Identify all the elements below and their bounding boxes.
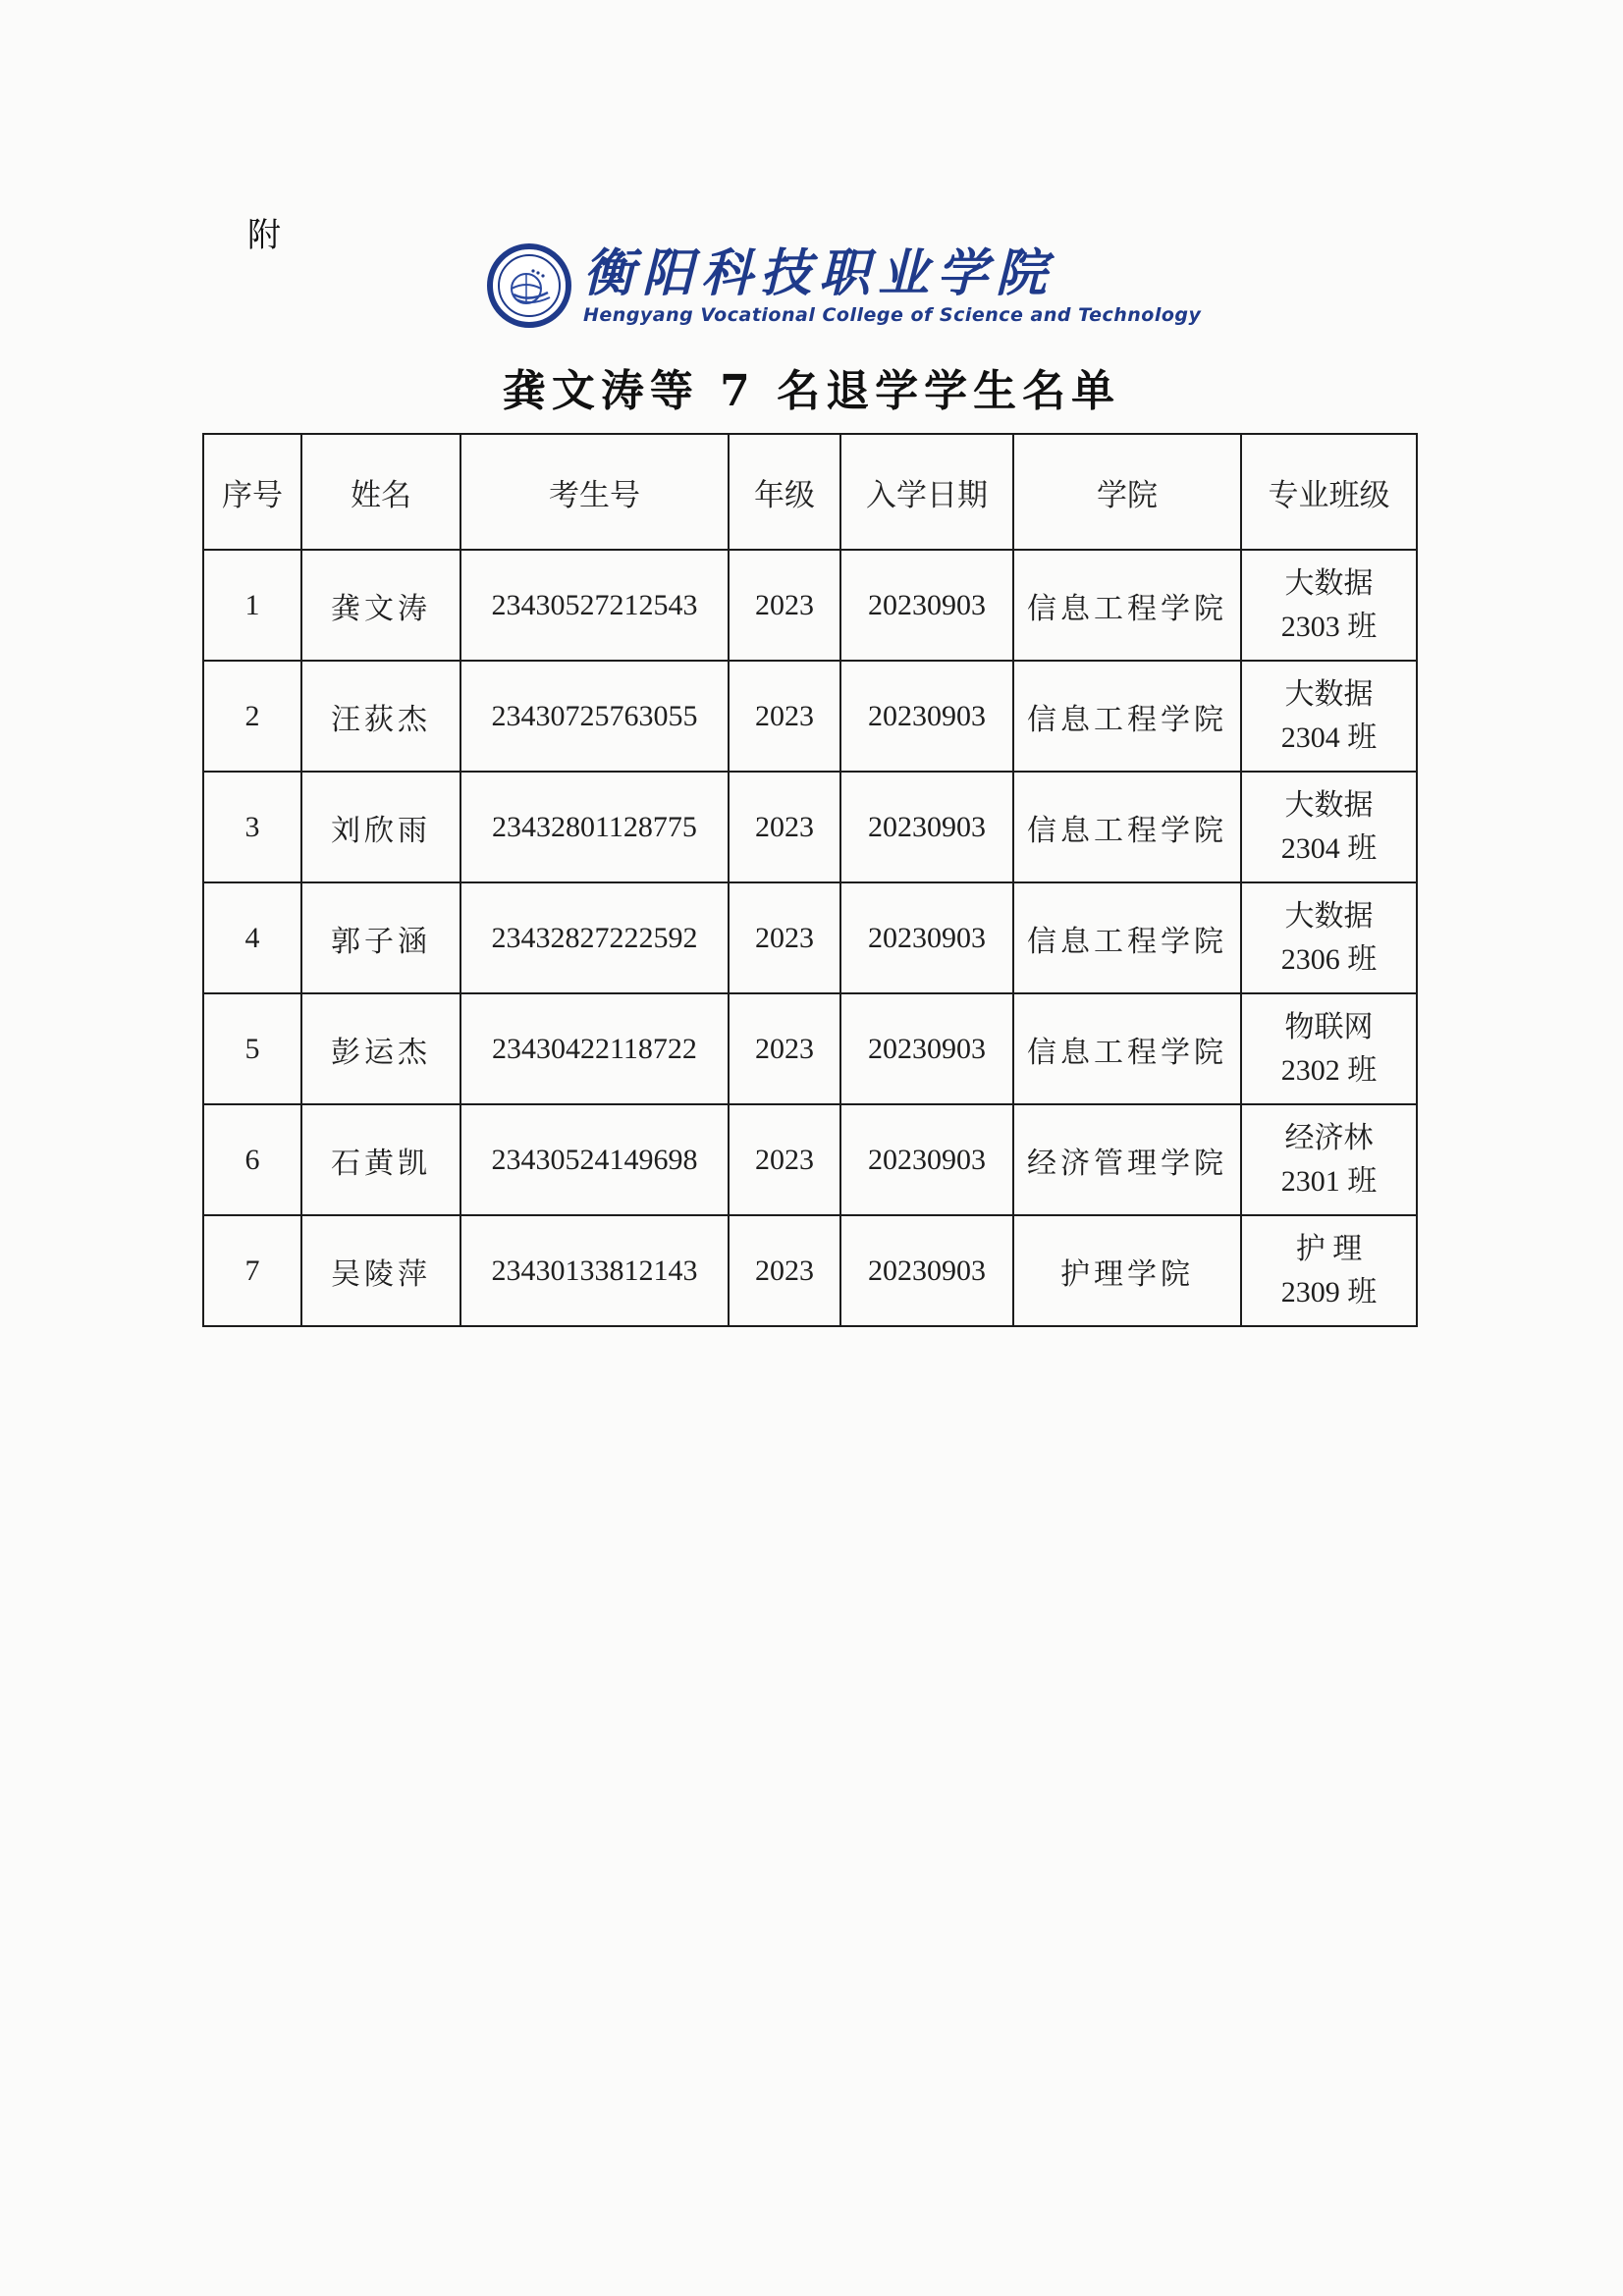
cell-seq: 4 (203, 882, 301, 993)
major-name: 大数据 (1284, 899, 1374, 933)
major-name: 物联网 (1284, 1010, 1374, 1043)
header-college: 学院 (1013, 434, 1241, 550)
cell-exam-no: 23430133812143 (460, 1215, 729, 1326)
cell-enroll-date: 20230903 (840, 1215, 1013, 1326)
header-exam-no: 考生号 (460, 434, 729, 550)
cell-major-class (1241, 772, 1417, 882)
major-name: 经济林 (1284, 1121, 1374, 1154)
major-name: 大数据 (1284, 566, 1374, 600)
class-name: 2306 班 (1280, 942, 1378, 976)
table-header-row (203, 434, 1417, 550)
table-row (203, 993, 1417, 1104)
cell-seq: 5 (203, 993, 301, 1104)
cell-college: 信息工程学院 (1013, 993, 1241, 1104)
college-emblem-icon (487, 243, 571, 328)
cell-major-class (1241, 882, 1417, 993)
major-name: 护 理 (1295, 1232, 1363, 1265)
header-enroll-date: 入学日期 (840, 434, 1013, 550)
cell-enroll-date: 20230903 (840, 661, 1013, 772)
table-row (203, 1215, 1417, 1326)
college-logo (487, 243, 1201, 328)
cell-exam-no: 23430725763055 (460, 661, 729, 772)
header-seq: 序号 (203, 434, 301, 550)
header-grade: 年级 (729, 434, 840, 550)
cell-exam-no: 23430422118722 (460, 993, 729, 1104)
cell-name: 郭子涵 (301, 882, 460, 993)
table-row (203, 550, 1417, 661)
class-name: 2301 班 (1280, 1164, 1378, 1198)
cell-enroll-date: 20230903 (840, 993, 1013, 1104)
cell-name: 吴陵萍 (301, 1215, 460, 1326)
cell-college: 信息工程学院 (1013, 882, 1241, 993)
withdrawn-students-table (202, 433, 1418, 1327)
cell-name: 龚文涛 (301, 550, 460, 661)
cell-college: 护理学院 (1013, 1215, 1241, 1326)
cell-major-class (1241, 550, 1417, 661)
table-row (203, 772, 1417, 882)
cell-grade: 2023 (729, 1215, 840, 1326)
cell-seq: 7 (203, 1215, 301, 1326)
cell-name: 刘欣雨 (301, 772, 460, 882)
cell-grade: 2023 (729, 993, 840, 1104)
cell-college: 信息工程学院 (1013, 661, 1241, 772)
major-name: 大数据 (1284, 788, 1374, 822)
cell-seq: 2 (203, 661, 301, 772)
class-name: 2309 班 (1280, 1275, 1378, 1308)
cell-major-class (1241, 661, 1417, 772)
cell-name: 汪荻杰 (301, 661, 460, 772)
cell-seq: 6 (203, 1104, 301, 1215)
cell-exam-no: 23432827222592 (460, 882, 729, 993)
cell-exam-no: 23430524149698 (460, 1104, 729, 1215)
class-name: 2303 班 (1280, 610, 1378, 643)
college-name-cn: 衡阳科技职业学院 (583, 244, 1055, 303)
cell-name: 石黄凯 (301, 1104, 460, 1215)
cell-college: 信息工程学院 (1013, 772, 1241, 882)
table-row (203, 661, 1417, 772)
cell-enroll-date: 20230903 (840, 550, 1013, 661)
cell-exam-no: 23432801128775 (460, 772, 729, 882)
cell-seq: 1 (203, 550, 301, 661)
cell-grade: 2023 (729, 1104, 840, 1215)
cell-major-class (1241, 1215, 1417, 1326)
header-name: 姓名 (301, 434, 460, 550)
cell-grade: 2023 (729, 550, 840, 661)
class-name: 2304 班 (1280, 721, 1378, 754)
cell-enroll-date: 20230903 (840, 772, 1013, 882)
class-name: 2302 班 (1280, 1053, 1378, 1087)
cell-major-class (1241, 1104, 1417, 1215)
cell-exam-no: 23430527212543 (460, 550, 729, 661)
cell-grade: 2023 (729, 772, 840, 882)
table-row (203, 1104, 1417, 1215)
cell-name: 彭运杰 (301, 993, 460, 1104)
table-row (203, 882, 1417, 993)
document-title: 龚文涛等 7 名退学学生名单 (502, 366, 1121, 416)
college-name-en: Hengyang Vocational College of Science and Technology (583, 304, 1202, 326)
cell-seq: 3 (203, 772, 301, 882)
cell-grade: 2023 (729, 661, 840, 772)
header-major-class: 专业班级 (1241, 434, 1417, 550)
class-name: 2304 班 (1280, 831, 1378, 865)
attachment-label: 附 (247, 216, 281, 255)
cell-college: 经济管理学院 (1013, 1104, 1241, 1215)
cell-college: 信息工程学院 (1013, 550, 1241, 661)
cell-enroll-date: 20230903 (840, 1104, 1013, 1215)
cell-major-class (1241, 993, 1417, 1104)
cell-grade: 2023 (729, 882, 840, 993)
cell-enroll-date: 20230903 (840, 882, 1013, 993)
major-name: 大数据 (1284, 677, 1374, 711)
